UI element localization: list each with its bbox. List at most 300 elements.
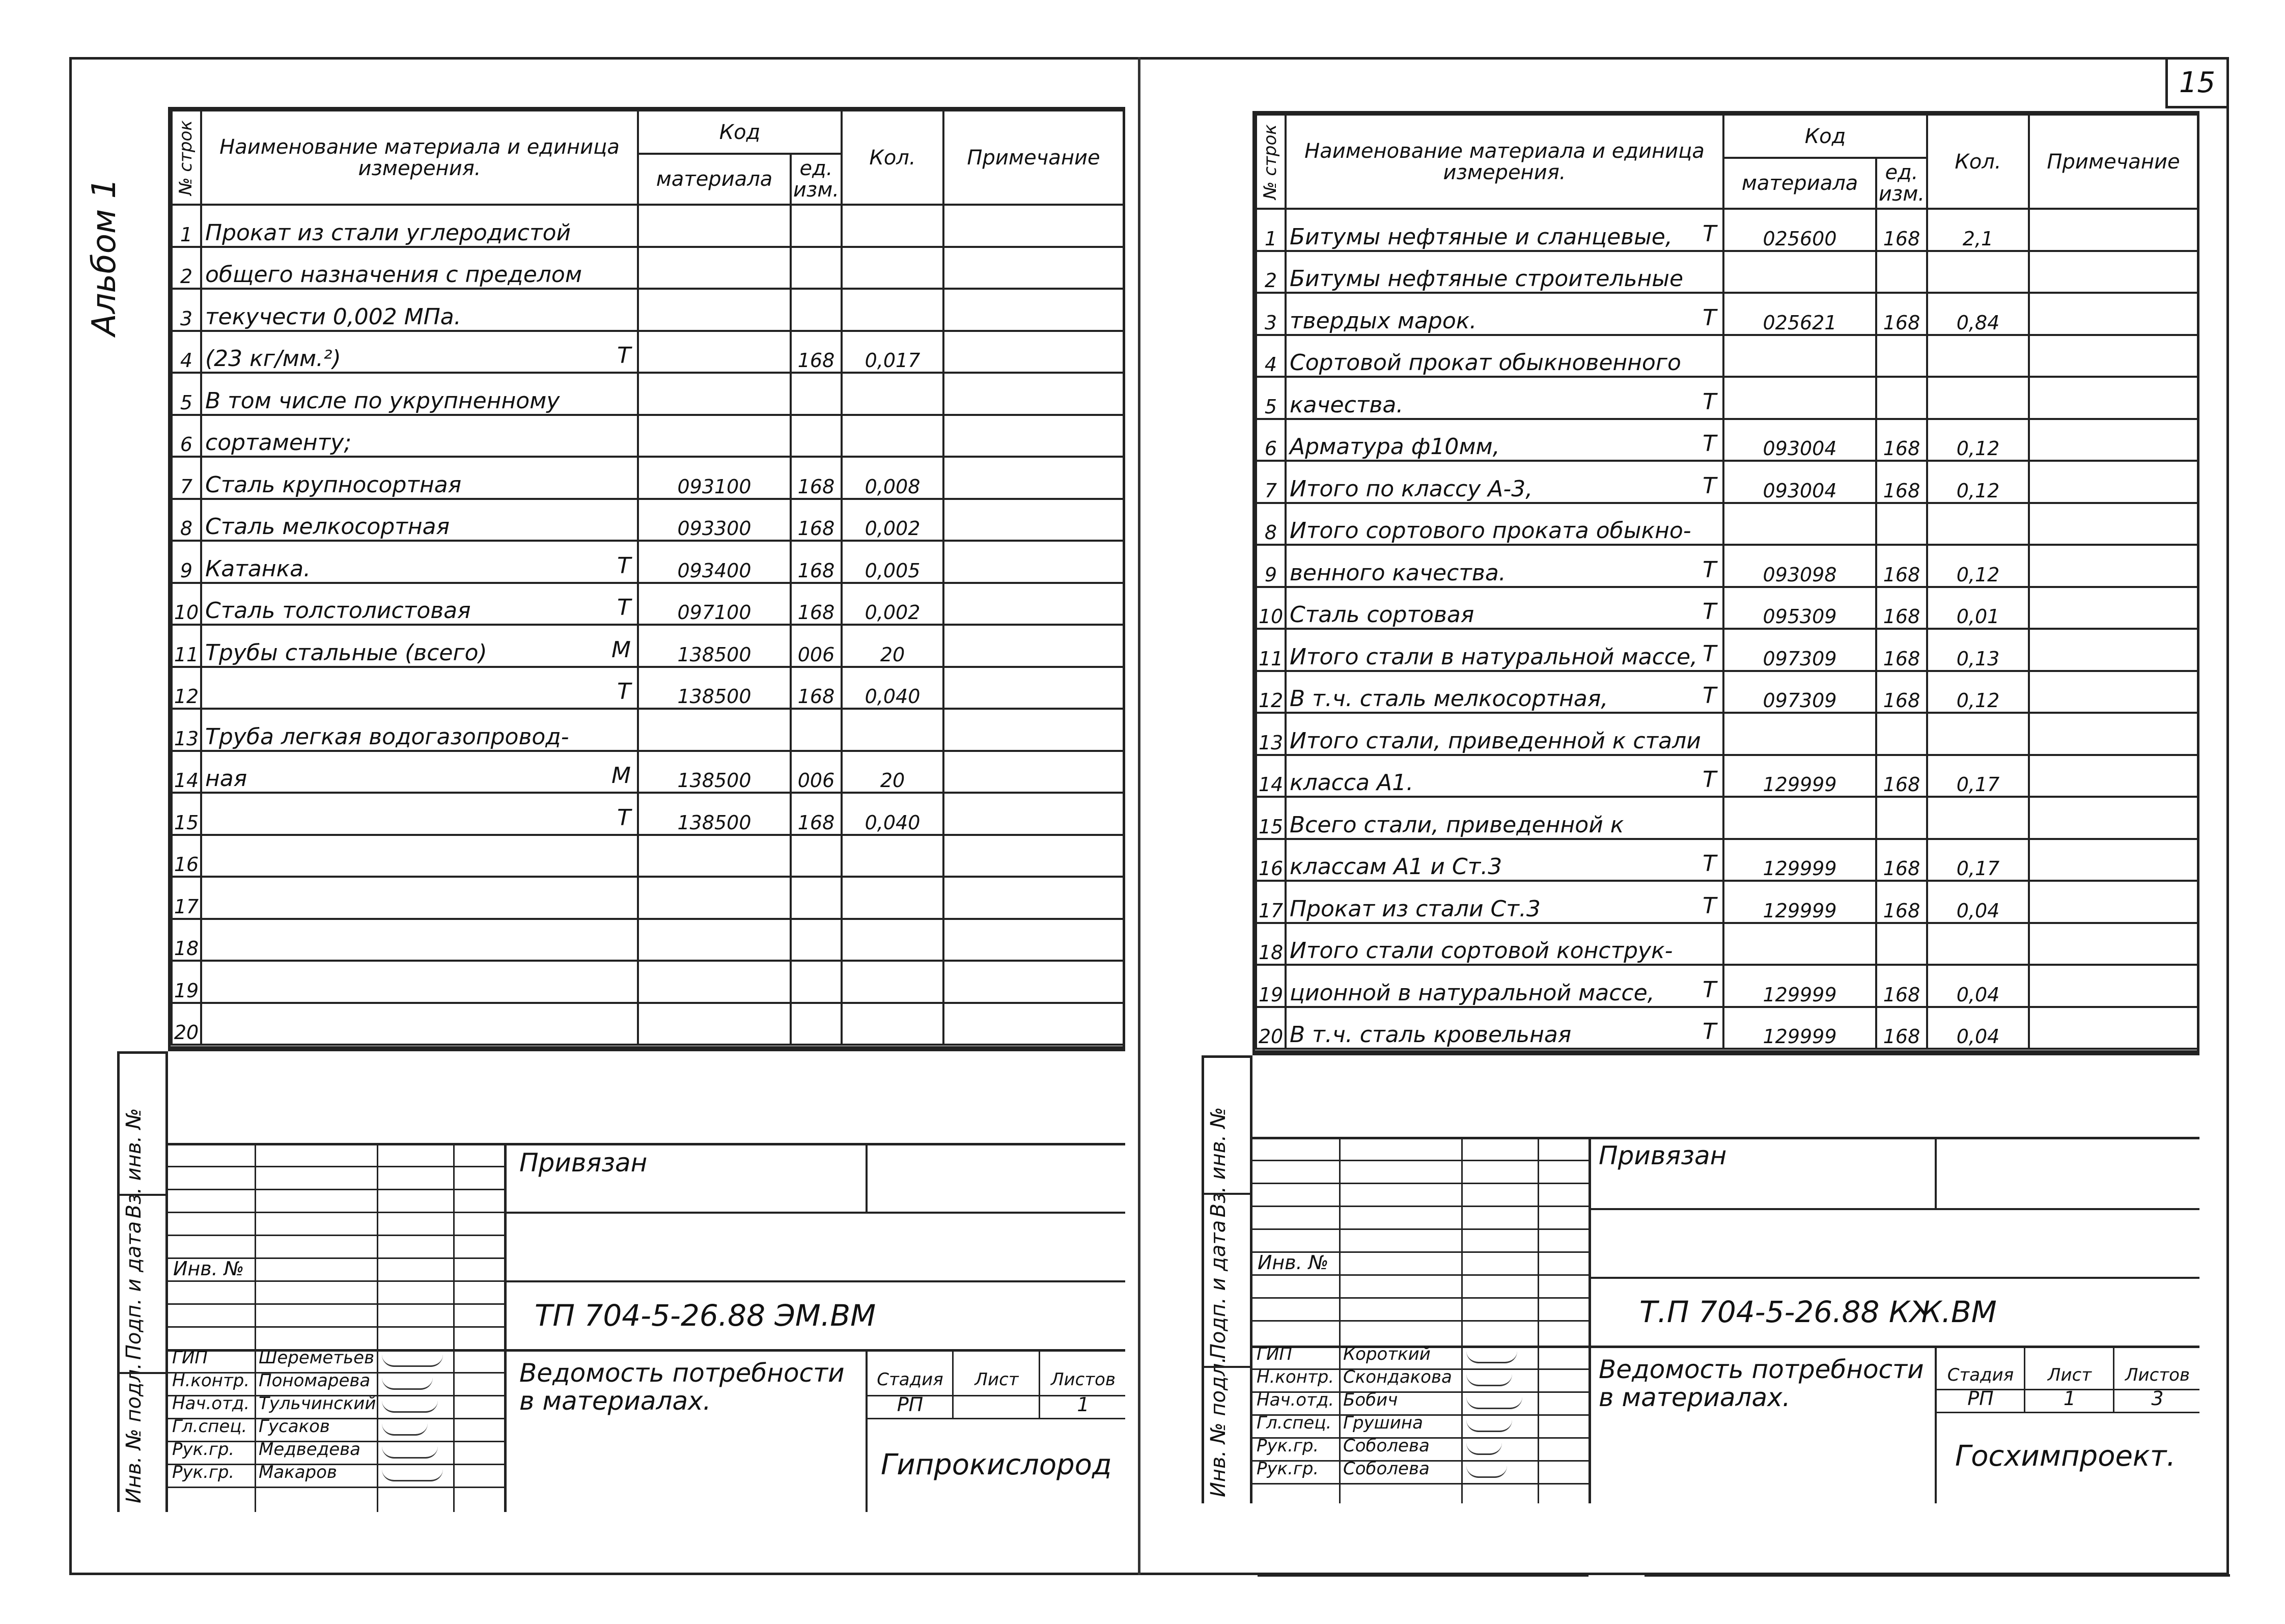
row-number: 4	[1256, 335, 1286, 377]
material-code: 097309	[1723, 629, 1876, 671]
person-5: Соболева	[1343, 1459, 1430, 1479]
note	[2029, 209, 2198, 251]
row-number: 5	[172, 373, 201, 415]
table-row	[1256, 293, 2198, 335]
material-code	[638, 961, 791, 1003]
person-0: Короткий	[1343, 1344, 1431, 1364]
material-name	[1286, 1007, 1723, 1049]
note	[943, 751, 1124, 793]
org-name: Гипрокислород	[881, 1448, 1112, 1481]
sheet-label: Лист	[2047, 1365, 2092, 1385]
quantity: 0,002	[842, 583, 943, 625]
material-name	[1286, 713, 1723, 755]
signature	[1466, 1420, 1512, 1432]
bottom-rule	[1645, 1574, 2230, 1577]
material-name	[201, 709, 638, 751]
material-code: 138500	[638, 667, 791, 709]
material-name-text: Битумы нефтяные строительные	[1290, 266, 1684, 292]
note	[2029, 545, 2198, 587]
material-code	[1723, 713, 1876, 755]
measure-unit: Т	[1703, 892, 1716, 919]
role-4: Рук.гр.	[1257, 1436, 1319, 1456]
role-1: Н.контр.	[1257, 1367, 1334, 1387]
privyazan-label: Привязан	[1599, 1141, 1727, 1170]
row-number: 1	[172, 205, 201, 247]
note	[943, 835, 1124, 877]
signature	[1466, 1466, 1507, 1478]
signature	[1466, 1443, 1502, 1455]
table-row	[1256, 377, 2198, 419]
material-code: 025621	[1723, 293, 1876, 335]
note	[2029, 419, 2198, 461]
note	[943, 247, 1124, 289]
note	[943, 415, 1124, 457]
material-code: 093300	[638, 499, 791, 541]
quantity	[842, 289, 943, 331]
material-code	[638, 919, 791, 961]
material-code	[638, 205, 791, 247]
table-row	[1256, 209, 2198, 251]
material-name	[201, 541, 638, 583]
note	[2029, 293, 2198, 335]
doc-code: Т.П 704-5-26.88 КЖ.ВМ	[1639, 1295, 1997, 1329]
table-row	[172, 289, 1124, 331]
material-name-text: (23 кг/мм.²)	[205, 346, 341, 372]
signature	[1466, 1374, 1512, 1386]
material-name-text: Арматура ф10мм,	[1290, 434, 1500, 460]
material-name	[201, 499, 638, 541]
material-code	[1723, 503, 1876, 545]
material-name	[1286, 587, 1723, 629]
material-name-text: общего назначения с пределом	[205, 262, 582, 288]
left-spec-table	[171, 109, 1125, 1046]
material-code: 129999	[1723, 881, 1876, 923]
unit-code	[1876, 797, 1927, 839]
material-code: 129999	[1723, 965, 1876, 1007]
quantity	[842, 919, 943, 961]
unit-code: 168	[791, 541, 842, 583]
row-number: 8	[1256, 503, 1286, 545]
side-label-podp: Подп. и дата	[1207, 1220, 1230, 1359]
material-name	[201, 583, 638, 625]
table-row	[1256, 839, 2198, 881]
quantity	[842, 709, 943, 751]
material-code: 093100	[638, 457, 791, 499]
role-0: ГИП	[172, 1348, 208, 1368]
row-number: 17	[1256, 881, 1286, 923]
material-name	[1286, 797, 1723, 839]
header-material: материала	[638, 154, 791, 205]
role-3: Гл.спец.	[172, 1416, 247, 1437]
quantity: 0,12	[1927, 545, 2029, 587]
measure-unit: Т	[1703, 1019, 1716, 1045]
signature	[382, 1378, 433, 1390]
measure-unit: Т	[1703, 304, 1716, 331]
material-code: 095309	[1723, 587, 1876, 629]
header-qty: Кол.	[1927, 115, 2029, 209]
quantity: 0,04	[1927, 1007, 2029, 1049]
person-0: Шереметьев	[259, 1348, 375, 1368]
material-name	[201, 1003, 638, 1045]
material-name	[201, 667, 638, 709]
material-name	[201, 835, 638, 877]
material-name	[1286, 965, 1723, 1007]
table-row	[1256, 587, 2198, 629]
material-name-text: Труба легкая водогазопровод-	[205, 723, 569, 750]
note	[2029, 335, 2198, 377]
material-code	[1723, 335, 1876, 377]
note	[2029, 251, 2198, 293]
header-name: Наименование материала и единица измерения.	[201, 110, 638, 205]
material-code: 093004	[1723, 461, 1876, 503]
sheet-value: 1	[2063, 1387, 2076, 1410]
quantity: 0,040	[842, 667, 943, 709]
person-4: Медведева	[259, 1439, 361, 1460]
header-row-no: № строк	[172, 110, 201, 205]
signature	[382, 1446, 438, 1459]
unit-code: 168	[791, 793, 842, 835]
left-spec-sheet	[168, 107, 1125, 1049]
table-row	[1256, 419, 2198, 461]
row-number: 14	[172, 751, 201, 793]
material-name	[201, 625, 638, 667]
material-name-text: В т.ч. сталь мелкосортная,	[1290, 686, 1608, 712]
row-number: 7	[172, 457, 201, 499]
unit-code: 168	[791, 457, 842, 499]
album-label: Альбом 1	[86, 178, 123, 336]
unit-code	[791, 835, 842, 877]
row-number: 4	[172, 331, 201, 373]
table-row	[172, 961, 1124, 1003]
table-row	[172, 205, 1124, 247]
signature	[1466, 1351, 1517, 1363]
quantity: 0,017	[842, 331, 943, 373]
measure-unit: М	[611, 763, 631, 789]
signature	[382, 1469, 443, 1481]
material-code: 138500	[638, 751, 791, 793]
table-row	[172, 373, 1124, 415]
quantity: 0,005	[842, 541, 943, 583]
material-code	[1723, 377, 1876, 419]
person-5: Макаров	[259, 1462, 337, 1482]
role-1: Н.контр.	[172, 1370, 250, 1391]
note	[2029, 755, 2198, 797]
row-number: 3	[1256, 293, 1286, 335]
quantity: 0,04	[1927, 965, 2029, 1007]
note	[943, 499, 1124, 541]
material-name-text: Сталь крупносортная	[205, 471, 462, 498]
person-1: Пономарева	[259, 1370, 371, 1391]
material-code	[638, 1003, 791, 1045]
note	[2029, 965, 2198, 1007]
unit-code: 168	[1876, 965, 1927, 1007]
row-number: 14	[1256, 755, 1286, 797]
row-number: 16	[172, 835, 201, 877]
table-row	[172, 583, 1124, 625]
material-name	[1286, 419, 1723, 461]
material-name-text: Прокат из стали Ст.3	[1290, 895, 1541, 922]
material-name	[1286, 293, 1723, 335]
quantity: 0,04	[1927, 881, 2029, 923]
sheets-label: Листов	[2125, 1365, 2190, 1385]
note	[943, 919, 1124, 961]
unit-code: 168	[791, 583, 842, 625]
quantity	[842, 1003, 943, 1045]
role-5: Рук.гр.	[172, 1462, 235, 1482]
role-0: ГИП	[1257, 1344, 1292, 1364]
material-name-text: Битумы нефтяные и сланцевые,	[1290, 223, 1673, 250]
row-number: 20	[172, 1003, 201, 1045]
row-number: 6	[1256, 419, 1286, 461]
doc-title: Ведомость потребности в материалах.	[1599, 1355, 1924, 1412]
row-number: 19	[1256, 965, 1286, 1007]
quantity: 0,008	[842, 457, 943, 499]
quantity	[1927, 923, 2029, 965]
measure-unit: Т	[1703, 767, 1716, 793]
material-name-text: Всего стали, приведенной к	[1290, 811, 1624, 838]
note	[943, 205, 1124, 247]
material-name	[1286, 671, 1723, 713]
stage-label: Стадия	[877, 1369, 943, 1390]
quantity: 20	[842, 625, 943, 667]
note	[943, 667, 1124, 709]
unit-code	[1876, 335, 1927, 377]
material-code: 025600	[1723, 209, 1876, 251]
row-number: 7	[1256, 461, 1286, 503]
measure-unit: Т	[617, 804, 631, 831]
quantity: 0,12	[1927, 419, 2029, 461]
note	[943, 457, 1124, 499]
unit-code: 168	[1876, 209, 1927, 251]
note	[2029, 503, 2198, 545]
material-name	[1286, 503, 1723, 545]
measure-unit: Т	[1703, 640, 1716, 667]
row-number: 8	[172, 499, 201, 541]
row-number: 3	[172, 289, 201, 331]
note	[2029, 461, 2198, 503]
table-row	[1256, 755, 2198, 797]
table-row	[172, 709, 1124, 751]
measure-unit: Т	[617, 343, 631, 369]
quantity	[842, 205, 943, 247]
material-name	[1286, 881, 1723, 923]
unit-code	[791, 877, 842, 919]
header-note: Примечание	[2029, 115, 2198, 209]
row-number: 17	[172, 877, 201, 919]
measure-unit: М	[611, 636, 631, 663]
note	[2029, 587, 2198, 629]
quantity	[842, 961, 943, 1003]
row-number: 2	[172, 247, 201, 289]
material-name	[201, 373, 638, 415]
measure-unit: Т	[1703, 976, 1716, 1003]
table-row	[1256, 1007, 2198, 1049]
table-row	[1256, 881, 2198, 923]
row-number: 9	[172, 541, 201, 583]
material-name	[201, 331, 638, 373]
quantity	[842, 835, 943, 877]
table-row	[1256, 629, 2198, 671]
material-name-text: Сортовой прокат обыкновенного	[1290, 350, 1681, 376]
material-code: 138500	[638, 625, 791, 667]
material-code: 138500	[638, 793, 791, 835]
unit-code	[791, 415, 842, 457]
table-row	[172, 625, 1124, 667]
header-name: Наименование материала и единица измерения.	[1286, 115, 1723, 209]
side-label-inv: Инв. № подл.	[122, 1363, 146, 1503]
row-number: 12	[1256, 671, 1286, 713]
quantity: 0,17	[1927, 839, 2029, 881]
material-code	[1723, 923, 1876, 965]
unit-code: 168	[791, 499, 842, 541]
bottom-rule	[1258, 1574, 1589, 1577]
quantity	[1927, 335, 2029, 377]
person-3: Гусаков	[259, 1416, 330, 1437]
person-3: Грушина	[1343, 1413, 1423, 1433]
material-name-text: ционной в натуральной массе,	[1290, 979, 1655, 1006]
material-name	[1286, 251, 1723, 293]
material-name	[1286, 461, 1723, 503]
unit-code	[791, 247, 842, 289]
material-code: 129999	[1723, 839, 1876, 881]
material-name-text: Прокат из стали углеродистой	[205, 219, 571, 246]
sheets-label: Листов	[1050, 1369, 1116, 1390]
measure-unit: Т	[1703, 220, 1716, 247]
header-note: Примечание	[943, 110, 1124, 205]
row-number: 18	[172, 919, 201, 961]
material-code	[638, 331, 791, 373]
table-row	[172, 541, 1124, 583]
table-row	[1256, 965, 2198, 1007]
table-row	[172, 499, 1124, 541]
role-3: Гл.спец.	[1257, 1413, 1332, 1433]
material-name-text: сортаменту;	[205, 430, 352, 456]
table-row	[1256, 503, 2198, 545]
person-1: Скондакова	[1343, 1367, 1452, 1387]
material-name	[1286, 335, 1723, 377]
row-number: 15	[1256, 797, 1286, 839]
stage-value: РП	[1967, 1387, 1994, 1410]
row-number: 10	[172, 583, 201, 625]
material-code: 093400	[638, 541, 791, 583]
note	[2029, 671, 2198, 713]
material-name-text: Итого по классу А-3,	[1290, 475, 1533, 502]
table-row	[1256, 797, 2198, 839]
header-code: Код	[638, 110, 842, 154]
material-name	[201, 961, 638, 1003]
material-name-text: В т.ч. сталь кровельная	[1290, 1022, 1572, 1048]
material-code	[638, 835, 791, 877]
material-name	[1286, 839, 1723, 881]
material-name	[1286, 377, 1723, 419]
material-name-text: твердых марок.	[1290, 307, 1477, 334]
material-name-text: венного качества.	[1290, 559, 1506, 586]
stage-value: РП	[897, 1393, 924, 1416]
material-name	[1286, 545, 1723, 587]
unit-code: 168	[791, 667, 842, 709]
material-name-text: качества.	[1290, 391, 1404, 418]
measure-unit: Т	[617, 595, 631, 621]
material-code: 093004	[1723, 419, 1876, 461]
quantity	[1927, 797, 2029, 839]
unit-code	[1876, 503, 1927, 545]
person-4: Соболева	[1343, 1436, 1430, 1456]
header-qty: Кол.	[842, 110, 943, 205]
material-name	[1286, 629, 1723, 671]
material-code	[638, 247, 791, 289]
row-number: 1	[1256, 209, 1286, 251]
side-label-podp: Подп. и дата	[122, 1221, 146, 1360]
note	[2029, 923, 2198, 965]
unit-code: 006	[791, 751, 842, 793]
table-row	[172, 835, 1124, 877]
right-spec-table	[1255, 114, 2199, 1050]
quantity	[842, 415, 943, 457]
note	[943, 1003, 1124, 1045]
quantity	[1927, 503, 2029, 545]
quantity: 0,01	[1927, 587, 2029, 629]
table-row	[172, 331, 1124, 373]
table-row	[1256, 713, 2198, 755]
row-number: 13	[172, 709, 201, 751]
table-row	[1256, 461, 2198, 503]
material-name-text: Сталь сортовая	[1290, 602, 1474, 628]
unit-code	[791, 205, 842, 247]
quantity: 0,12	[1927, 461, 2029, 503]
material-name	[201, 751, 638, 793]
material-name	[201, 793, 638, 835]
sheet-fold-line	[1138, 57, 1140, 1575]
unit-code: 006	[791, 625, 842, 667]
material-name-text: Итого стали в натуральной массе,	[1290, 643, 1698, 670]
role-2: Нач.отд.	[1257, 1390, 1334, 1410]
unit-code: 168	[1876, 545, 1927, 587]
doc-title: Ведомость потребности в материалах.	[519, 1358, 845, 1416]
person-2: Тульчинский	[259, 1393, 376, 1414]
quantity: 0,12	[1927, 671, 2029, 713]
table-row	[172, 457, 1124, 499]
sheet-label: Лист	[974, 1369, 1019, 1390]
quantity: 0,002	[842, 499, 943, 541]
table-row	[172, 667, 1124, 709]
right-title-block	[1207, 1053, 2199, 1501]
note	[943, 583, 1124, 625]
table-row	[172, 793, 1124, 835]
material-code	[1723, 251, 1876, 293]
quantity: 2,1	[1927, 209, 2029, 251]
table-row	[1256, 251, 2198, 293]
unit-code	[791, 709, 842, 751]
row-number: 6	[172, 415, 201, 457]
unit-code	[791, 919, 842, 961]
note	[2029, 713, 2198, 755]
material-code: 129999	[1723, 755, 1876, 797]
row-number: 10	[1256, 587, 1286, 629]
unit-code: 168	[1876, 671, 1927, 713]
material-name	[201, 247, 638, 289]
note	[943, 961, 1124, 1003]
unit-code	[791, 1003, 842, 1045]
stage-label: Стадия	[1947, 1365, 2014, 1385]
note	[943, 793, 1124, 835]
sheet-number: 15	[2165, 60, 2226, 108]
material-name-text: Итого сортового проката обыкно-	[1290, 518, 1691, 544]
inv-no-label: Инв. №	[173, 1257, 244, 1280]
privyazan-label: Привязан	[519, 1148, 648, 1178]
person-2: Бобич	[1343, 1390, 1398, 1410]
material-name	[1286, 923, 1723, 965]
unit-code: 168	[1876, 1007, 1927, 1049]
